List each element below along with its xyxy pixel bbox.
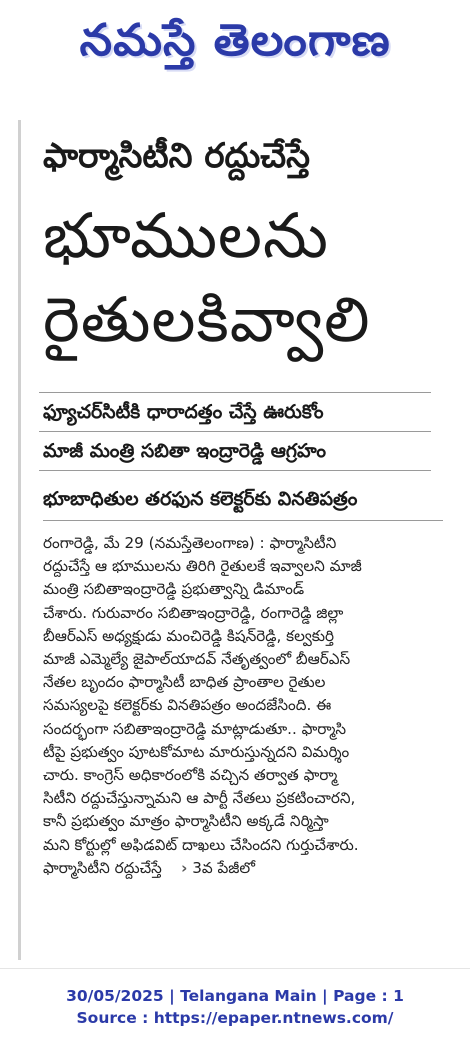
jump-arrow-icon: › (181, 858, 188, 877)
body-line: సిటీని రద్దుచేస్తున్నామని ఆ పార్టీ నేతలు ప్రకటించారని, (43, 789, 356, 808)
article-kicker: ఫార్మాసిటీని రద్దుచేస్తే (43, 136, 311, 176)
masthead (0, 0, 470, 92)
headline-line-2: రైతులకివ్వాలి (43, 283, 371, 356)
edition-info: 30/05/2025 | Telangana Main | Page : 1 (66, 987, 404, 1005)
body-line: కానీ ప్రభుత్వం మాత్రం ఫార్మాసిటీని అక్కడే నిర్మిస్తా (43, 812, 329, 831)
source-link[interactable]: Source : https://epaper.ntnews.com/ (76, 1009, 394, 1027)
body-line: రంగారెడ్డి, మే 29 (నమస్తేతెలంగాణ) : ఫార్మాసిటీని (43, 534, 337, 552)
body-line-last (43, 857, 441, 880)
sub-deck: భూబాధితుల తరఫున కలెక్టర్‌కు వినతిపత్రం (43, 478, 443, 521)
body-line: సందర్భంగా సబితాఇంద్రారెడ్డి మాట్లాడుతూ.. ఫార్మాసి (43, 719, 347, 738)
body-line: నేతల బృందం ఫార్మాసిటీ బాధిత ప్రాంతాల రైతుల (43, 673, 326, 692)
news-article (18, 120, 453, 960)
deck (39, 392, 431, 471)
footer-divider (0, 968, 470, 969)
body-line: మంత్రి సబితాఇంద్రారెడ్డి ప్రభుత్వాన్ని డిమాండ్ (43, 580, 305, 599)
body-line: రద్దుచేస్తే ఆ భూములను తిరిగి రైతులకే ఇవ్వాలని మాజీ (43, 557, 362, 576)
deck-line-2: మాజీ మంత్రి సబితా ఇంద్రారెడ్డి ఆగ్రహం (39, 432, 431, 471)
newspaper-logo: నమస్తే తెలంగాణ (79, 15, 391, 66)
body-line: చేశారు. గురువారం సబితాఇంద్రారెడ్డి, రంగారెడ్డి జిల్లా (43, 603, 344, 622)
body-line: మాజీ ఎమ్మెల్యే జైపాల్‌యాదవ్ నేతృత్వంలో బీఆర్‌ఎస్ (43, 650, 351, 669)
source-footer (0, 985, 470, 1029)
body-line: సమస్యలపై కలెక్టర్‌కు వినతిపత్రం అందజేసింది. ఈ (43, 696, 332, 715)
continued-on-page: 3వ పేజీలో (192, 858, 256, 877)
body-line: చారు. కాంగ్రెస్ అధికారంలోకి వచ్చిన తర్వాత ఫార్మా (43, 766, 338, 785)
body-line: టీపై ప్రభుత్వం పూటకోమాట మారుస్తున్నదని విమర్శిం (43, 742, 350, 761)
body-line: మని కోర్టుల్లో అఫిడవిట్ దాఖలు చేసిందని గుర్తుచేశారు. (43, 835, 359, 854)
article-body (43, 532, 441, 880)
body-line-text: ఫార్మాసిటీని రద్దుచేస్తే (43, 858, 162, 877)
deck-line-1: ఫ్యూచర్‌సిటీకి ధారాదత్తం చేస్తే ఊరుకోం (39, 393, 431, 432)
headline-line-1: భూములను (43, 199, 329, 272)
body-line: బీఆర్‌ఎస్ అధ్యక్షుడు మంచిరెడ్డి కిషన్‌రెడ్డి, కల్వకుర్తి (43, 626, 334, 645)
